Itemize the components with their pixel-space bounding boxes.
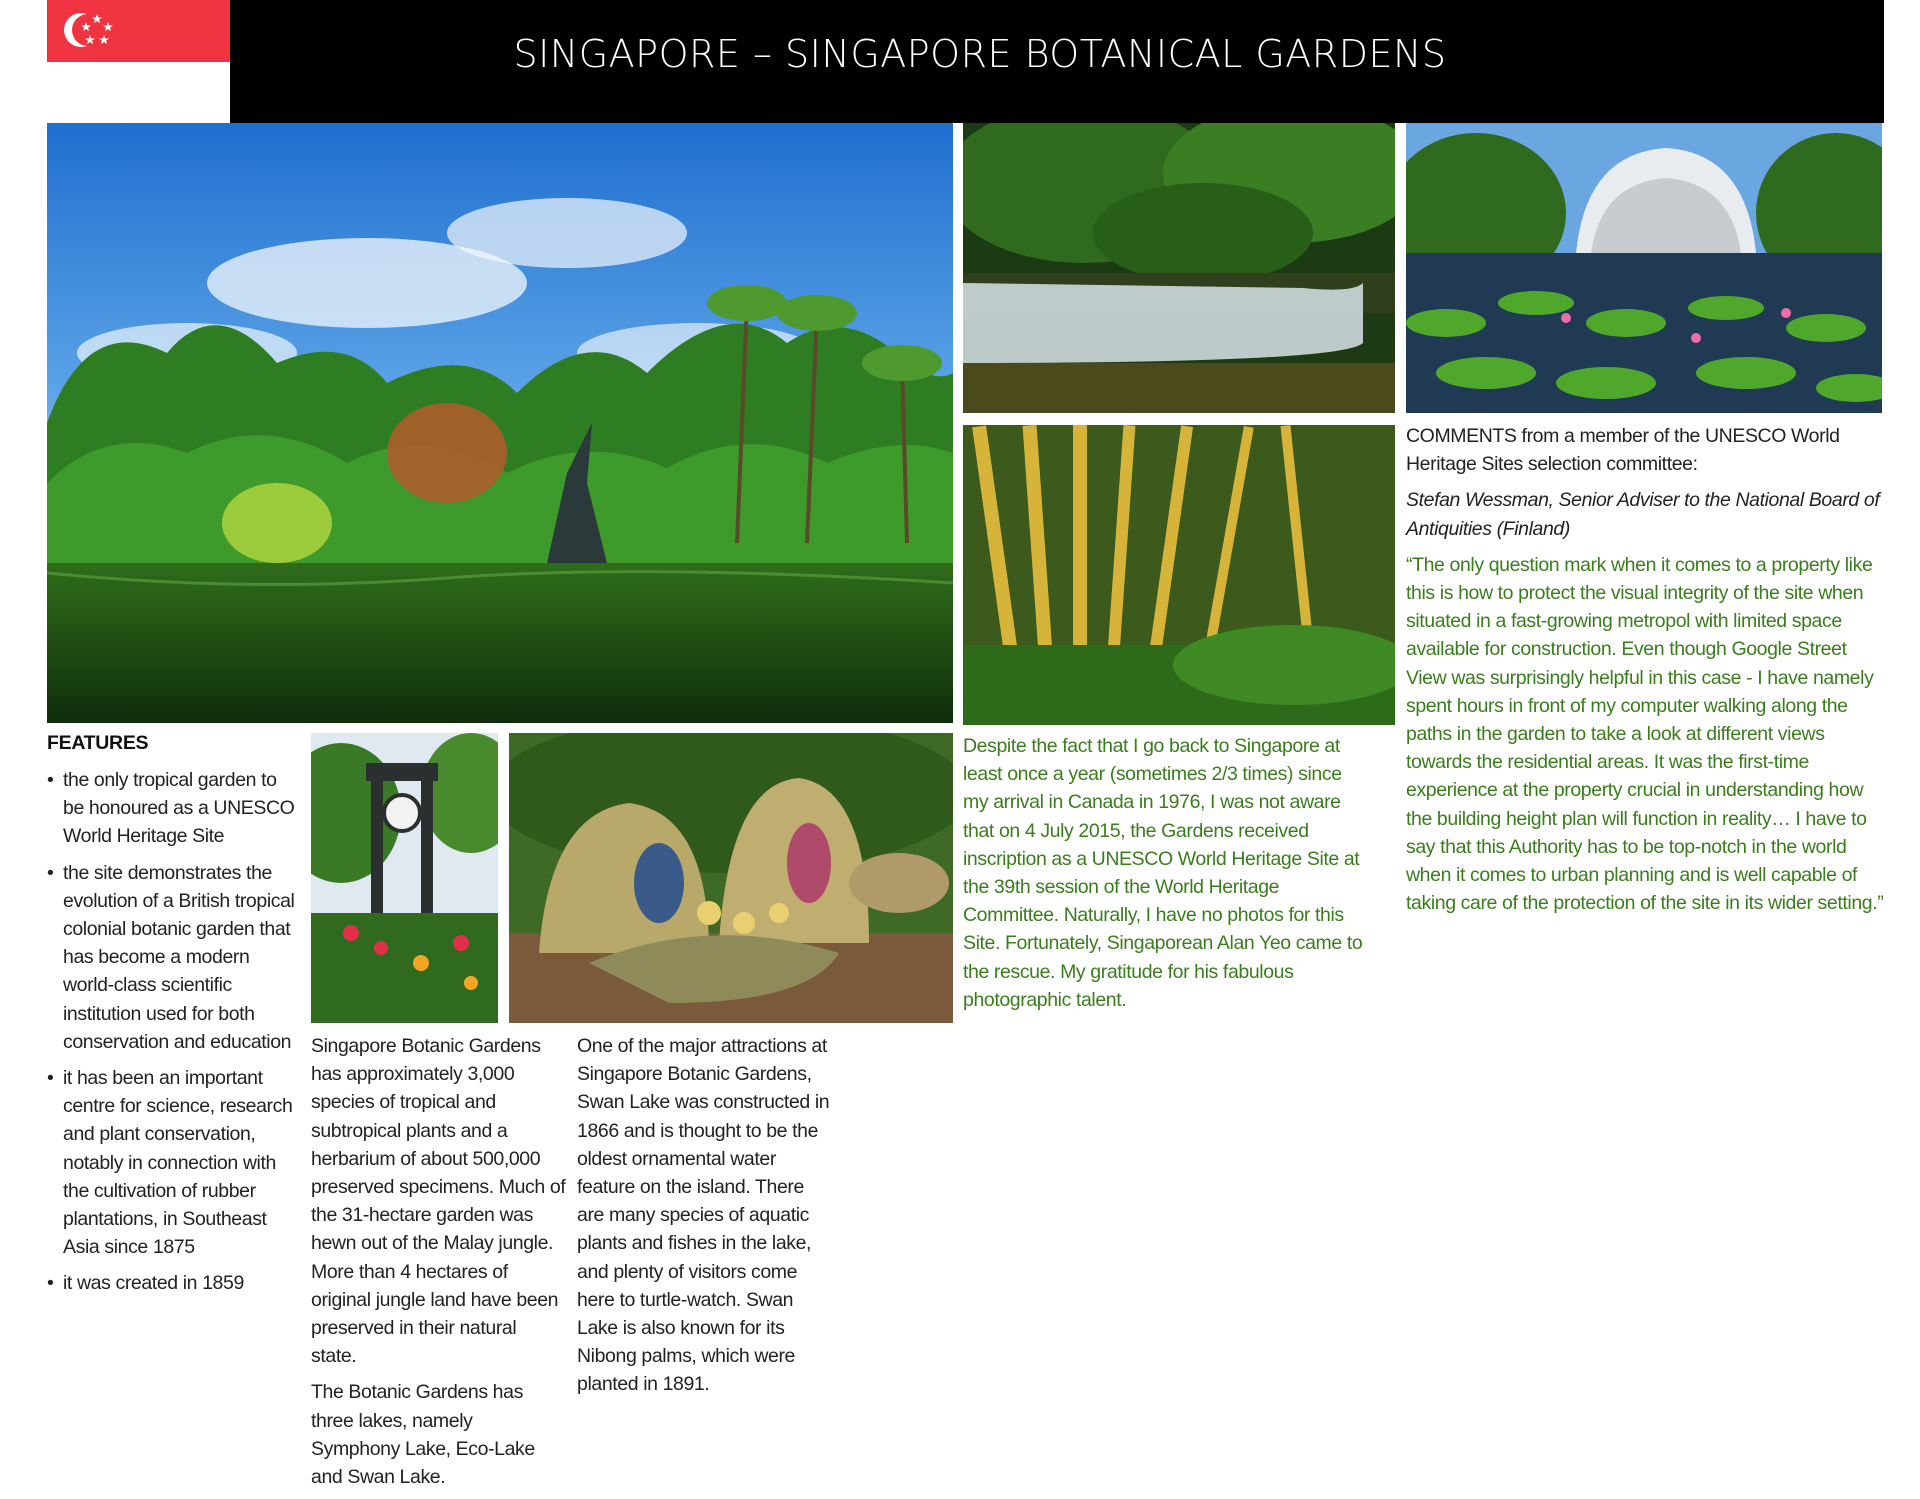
bamboo-photo	[963, 425, 1395, 725]
swan-lake-caption	[577, 1032, 832, 1407]
singapore-flag	[47, 0, 230, 123]
caption-paragraph: The Botanic Gardens has three lakes, namely Symphony Lake, Eco-Lake and Swan Lake.	[311, 1381, 535, 1489]
list-item: • the site demonstrates the evolution of a British tropical colonial botanic garden that has become a modern world-class scientific institution used for both conservation and education	[47, 859, 302, 1056]
committee-comments	[1406, 422, 1884, 925]
symphony-lake-photo	[1406, 123, 1882, 413]
author-note-text: Despite the fact that I go back to Singapore at least once a year (sometimes 2/3 times) since my arrival in Canada in 1976, I was not aware that on 4 July 2015, the Gardens received inscription as a UNESCO World Heritage Site at the 39th session of the World Heritage Committee. Naturally, I have no photos for this Site. Fortunately, Singaporean Alan Yeo came to the rescue. My gratitude for his fabulous photographic talent.	[963, 735, 1363, 1011]
comments-author: Stefan Wessman, Senior Adviser to the National Board of Antiquities (Finland)	[1406, 489, 1880, 540]
list-item: • it was created in 1859	[47, 1269, 302, 1297]
features-list	[47, 766, 302, 1306]
caption-paragraph: Singapore Botanic Gardens has approximately 3,000 species of tropical and subtropical plants and a herbarium of about 500,000 preserved specimens. Much of the 31-hectare garden was hewn out of the Malay jungle. More than 4 hectares of original jungle land have been preserved in their natural state.	[311, 1035, 566, 1368]
crescent-stars-icon	[61, 6, 121, 56]
gardens-caption	[311, 1032, 566, 1499]
list-item: • the only tropical garden to be honoured as a UNESCO World Heritage Site	[47, 766, 302, 851]
painted-rocks-photo	[509, 733, 953, 1023]
clock-tower-photo	[311, 733, 498, 1023]
waterfall-photo	[963, 123, 1395, 413]
swan-lake-photo	[47, 123, 953, 723]
page-title: SINGAPORE – SINGAPORE BOTANICAL GARDENS	[513, 32, 1447, 76]
author-note	[963, 732, 1363, 1022]
list-item: • it has been an important centre for science, research and plant conservation, notably in connection with the cultivation of rubber plantations, in Southeast Asia since 1875	[47, 1064, 302, 1261]
comments-quote: “The only question mark when it comes to a property like this is how to protect the visual integrity of the site when situated in a fast-growing metropol with limited space available for construction. Even though Google Street View was surprisingly helpful in this case - I have namely spent hours in front of my computer walking along the paths in the garden to take a look at different views towards the residential areas. It was the first-time experience at the property crucial in understanding how the building height plan will function in reality… I have to say that this Authority has to be top-notch in the world when it comes to urban planning and is well capable of taking care of the protection of the site in its wider setting.”	[1406, 553, 1884, 915]
comments-intro: COMMENTS from a member of the UNESCO World Heritage Sites selection committee:	[1406, 425, 1840, 476]
features-heading: FEATURES	[47, 732, 149, 754]
caption-paragraph: One of the major attractions at Singapore Botanic Gardens, Swan Lake was constructed in 1866 and is thought to be the oldest ornamental water feature on the island. There are many species of aquatic plants and fishes in the lake, and plenty of visitors come here to turtle-watch. Swan Lake is also known for its Nibong palms, which were planted in 1891.	[577, 1035, 830, 1396]
